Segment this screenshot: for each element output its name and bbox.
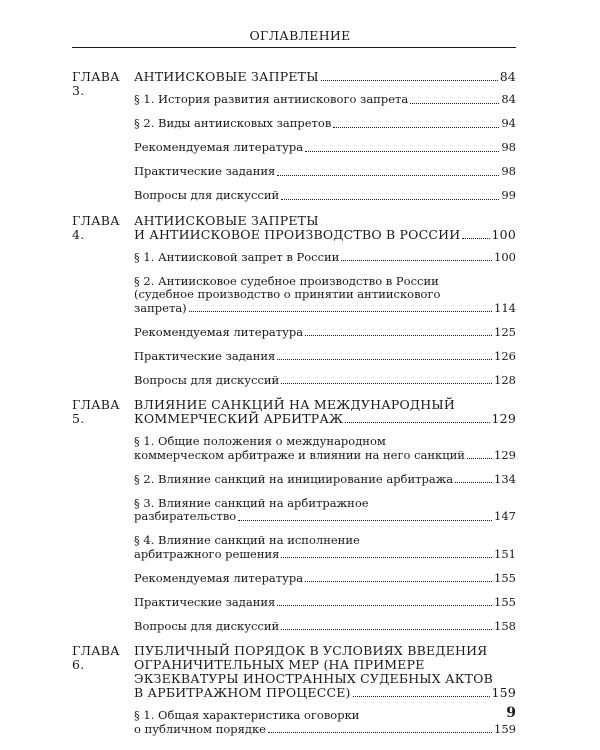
dot-leader — [305, 151, 499, 152]
section-page-number: 98 — [501, 140, 516, 154]
dot-leader — [277, 605, 492, 606]
chapter-entry — [72, 644, 516, 736]
section-page-number: 151 — [494, 546, 516, 561]
dot-leader — [467, 458, 492, 459]
chapter-title-line: И АНТИИСКОВОЕ ПРОИЗВОДСТВО В РОССИИ — [134, 226, 461, 242]
section-page-number: 98 — [501, 164, 516, 178]
table-of-contents — [72, 70, 516, 747]
section-title-line: Практические задания — [134, 594, 276, 609]
section-title-line: § 1. Антиисковой запрет в России — [134, 249, 340, 264]
dot-leader — [353, 696, 490, 697]
chapter-page-number: 129 — [491, 411, 516, 426]
chapter-page-number: 159 — [491, 685, 516, 700]
section-title-line: § 1. Общие положения о международном — [134, 434, 386, 448]
section-entry — [134, 473, 516, 487]
chapter-body — [134, 70, 516, 203]
section-entry — [134, 275, 516, 316]
section-title-line: § 1. Общая характеристика оговорки — [134, 708, 360, 722]
section-page-number: 158 — [494, 618, 516, 633]
dot-leader — [277, 175, 499, 176]
section-entry — [134, 350, 516, 364]
section-page-number: 147 — [494, 509, 516, 523]
section-page-number: 126 — [494, 348, 516, 363]
section-title-line: § 2. Антиисковое судебное производство в России — [134, 273, 439, 288]
section-title-line: § 2. Виды антиисковых запретов — [134, 116, 332, 130]
section-page-number: 159 — [494, 721, 516, 736]
section-title-line: Вопросы для дискуссий — [134, 618, 280, 633]
dot-leader — [238, 520, 492, 521]
section-page-number: 155 — [494, 594, 516, 609]
dot-leader — [341, 260, 492, 261]
header-rule — [72, 47, 516, 48]
section-title-line: § 4. Влияние санкций на исполнение — [134, 533, 360, 547]
chapter-label: ГЛАВА 5. — [72, 397, 120, 426]
chapter-title-line: АНТИИСКОВЫЕ ЗАПРЕТЫ — [134, 69, 319, 84]
chapter-title-line: ВЛИЯНИЕ САНКЦИЙ НА МЕЖДУНАРОДНЫЙ — [134, 397, 455, 412]
dot-leader — [281, 199, 499, 200]
section-page-number: 125 — [494, 324, 516, 339]
chapter-page-number: 100 — [491, 226, 516, 242]
chapter-title-line: АНТИИСКОВЫЕ ЗАПРЕТЫ — [134, 212, 319, 228]
section-title-line: Рекомендуемая литература — [134, 324, 304, 339]
dot-leader — [305, 581, 492, 582]
dot-leader — [268, 732, 492, 733]
chapter-entry — [72, 214, 516, 388]
section-page-number: 129 — [494, 447, 516, 462]
dot-leader — [281, 383, 492, 384]
section-entry — [134, 93, 516, 107]
section-page-number: 114 — [494, 300, 516, 315]
section-entry — [134, 620, 516, 634]
section-page-number: 155 — [494, 570, 516, 585]
section-entry — [134, 251, 516, 265]
chapter-title-line: ПУБЛИЧНЫЙ ПОРЯДОК В УСЛОВИЯХ ВВЕДЕНИЯ — [134, 643, 488, 658]
section-title-line: арбитражного решения — [134, 546, 280, 561]
chapter-label: ГЛАВА 6. — [72, 643, 120, 672]
section-title-line: Рекомендуемая литература — [134, 140, 304, 154]
dot-leader — [321, 80, 498, 81]
section-title-line: Практические задания — [134, 164, 276, 178]
dot-leader — [410, 103, 499, 104]
section-entry — [134, 189, 516, 203]
chapter-body — [134, 214, 516, 388]
chapter-title-line: КОММЕРЧЕСКИЙ АРБИТРАЖ — [134, 411, 344, 426]
section-entry — [134, 596, 516, 610]
section-title-line: Рекомендуемая литература — [134, 570, 304, 585]
page-number: 9 — [506, 705, 516, 721]
section-title-line: § 2. Влияние санкций на инициирование арбитража — [134, 471, 454, 486]
section-entry — [134, 117, 516, 131]
section-entry — [134, 497, 516, 524]
chapter-title-line: ЭКЗЕКВАТУРЫ ИНОСТРАННЫХ СУДЕБНЫХ АКТОВ — [134, 671, 493, 686]
dot-leader — [277, 359, 492, 360]
section-entry — [134, 435, 516, 462]
section-entry — [134, 141, 516, 155]
dot-leader — [345, 422, 489, 423]
section-entry — [134, 709, 516, 736]
section-list — [134, 435, 516, 633]
section-entry — [134, 572, 516, 586]
section-page-number: 99 — [501, 188, 516, 202]
dot-leader — [333, 127, 499, 128]
section-title-line: коммерческом арбитраже и влиянии на него санкций — [134, 447, 465, 462]
chapter-title-line: В АРБИТРАЖНОМ ПРОЦЕССЕ) — [134, 685, 351, 700]
section-title-line: § 3. Влияние санкций на арбитражное — [134, 495, 369, 510]
dot-leader — [281, 557, 492, 558]
section-title-line: Вопросы для дискуссий — [134, 372, 280, 387]
section-page-number: 94 — [501, 116, 516, 130]
page-header-title: ОГЛАВЛЕНИЕ — [249, 28, 351, 43]
chapter-entry — [72, 70, 516, 203]
dot-leader — [462, 238, 489, 239]
chapter-page-number: 84 — [499, 69, 516, 84]
chapter-entry — [72, 398, 516, 633]
dot-leader — [189, 311, 492, 312]
section-page-number: 100 — [494, 249, 516, 264]
chapter-label: ГЛАВА 3. — [72, 69, 120, 98]
chapter-body — [134, 398, 516, 633]
section-page-number: 134 — [494, 471, 516, 486]
section-entry — [134, 165, 516, 179]
section-page-number: 84 — [501, 92, 516, 106]
section-entry — [134, 534, 516, 561]
section-entry — [134, 374, 516, 388]
section-list — [134, 93, 516, 203]
section-title-line: Практические задания — [134, 348, 276, 363]
section-title-line: Вопросы для дискуссий — [134, 188, 280, 202]
section-title-line: разбирательство — [134, 509, 237, 523]
section-entry — [134, 326, 516, 340]
section-title-line: о публичном порядке — [134, 721, 266, 736]
chapter-label: ГЛАВА 4. — [72, 212, 120, 242]
section-page-number: 128 — [494, 372, 516, 387]
section-title-line: § 1. История развития антиискового запрета — [134, 92, 409, 106]
dot-leader — [281, 629, 492, 630]
section-title-line: (судебное производство о принятии антиискового — [134, 287, 441, 301]
section-list — [134, 251, 516, 388]
section-list — [134, 709, 516, 736]
chapter-body — [134, 644, 516, 736]
dot-leader — [455, 482, 492, 483]
dot-leader — [305, 335, 492, 336]
section-title-line: запрета) — [134, 300, 187, 315]
chapter-title-line: ОГРАНИЧИТЕЛЬНЫХ МЕР (НА ПРИМЕРЕ — [134, 657, 425, 672]
